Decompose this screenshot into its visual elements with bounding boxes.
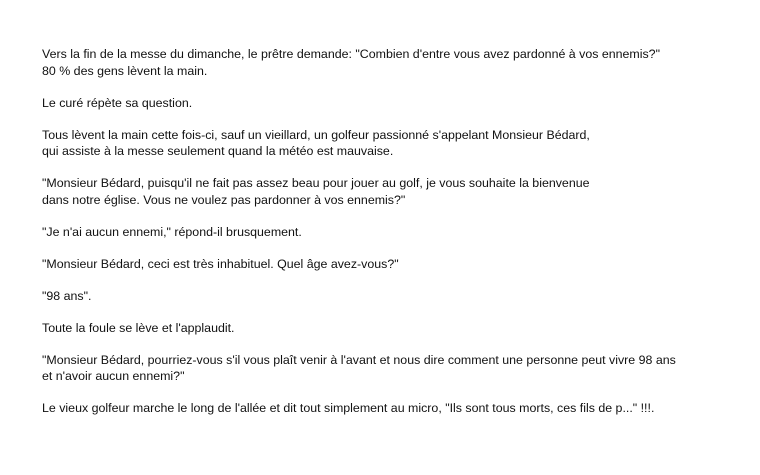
text-line: "Monsieur Bédard, puisqu'il ne fait pas assez beau pour jouer au golf, je vous souhaite la bienvenue: [42, 176, 590, 190]
paragraph-all-raise: [42, 127, 742, 160]
paragraph-question: [42, 46, 742, 79]
text-line: Toute la foule se lève et l'applaudit.: [42, 320, 235, 335]
paragraph-punchline: [42, 400, 742, 417]
paragraph-welcome: [42, 175, 742, 208]
text-line: Le curé répète sa question.: [42, 95, 193, 110]
text-line: "98 ans".: [42, 288, 92, 303]
text-line: "Monsieur Bédard, ceci est très inhabituel. Quel âge avez-vous?": [42, 256, 399, 271]
text-line: qui assiste à la messe seulement quand la météo est mauvaise.: [42, 144, 394, 158]
text-line: et n'avoir aucun ennemi?": [42, 369, 185, 383]
text-line: "Je n'ai aucun ennemi," répond-il brusquement.: [42, 224, 302, 239]
paragraph-no-enemy: [42, 224, 742, 241]
text-line: "Monsieur Bédard, pourriez-vous s'il vous plaît venir à l'avant et nous dire comment une personne peut vivre 98 ans: [42, 352, 676, 367]
text-line: 80 % des gens lèvent la main.: [42, 63, 208, 78]
paragraph-applause: [42, 320, 742, 337]
paragraph-repeat: [42, 95, 742, 112]
text-line: dans notre église. Vous ne voulez pas pardonner à vos ennemis?": [42, 192, 406, 207]
text-line: Le vieux golfeur marche le long de l'allée et dit tout simplement au micro, "Ils sont tous morts, ces fils de p..." !!!.: [42, 401, 655, 415]
paragraph-age-answer: [42, 288, 742, 305]
paragraph-age-question: [42, 256, 742, 273]
paragraph-invitation: [42, 352, 742, 385]
document-body: [42, 46, 742, 432]
text-line: Vers la fin de la messe du dimanche, le prêtre demande: "Combien d'entre vous avez pardonné à vos ennemis?": [42, 47, 660, 61]
text-line: Tous lèvent la main cette fois-ci, sauf un vieillard, un golfeur passionné s'appelant Monsieur Bédard,: [42, 127, 590, 142]
